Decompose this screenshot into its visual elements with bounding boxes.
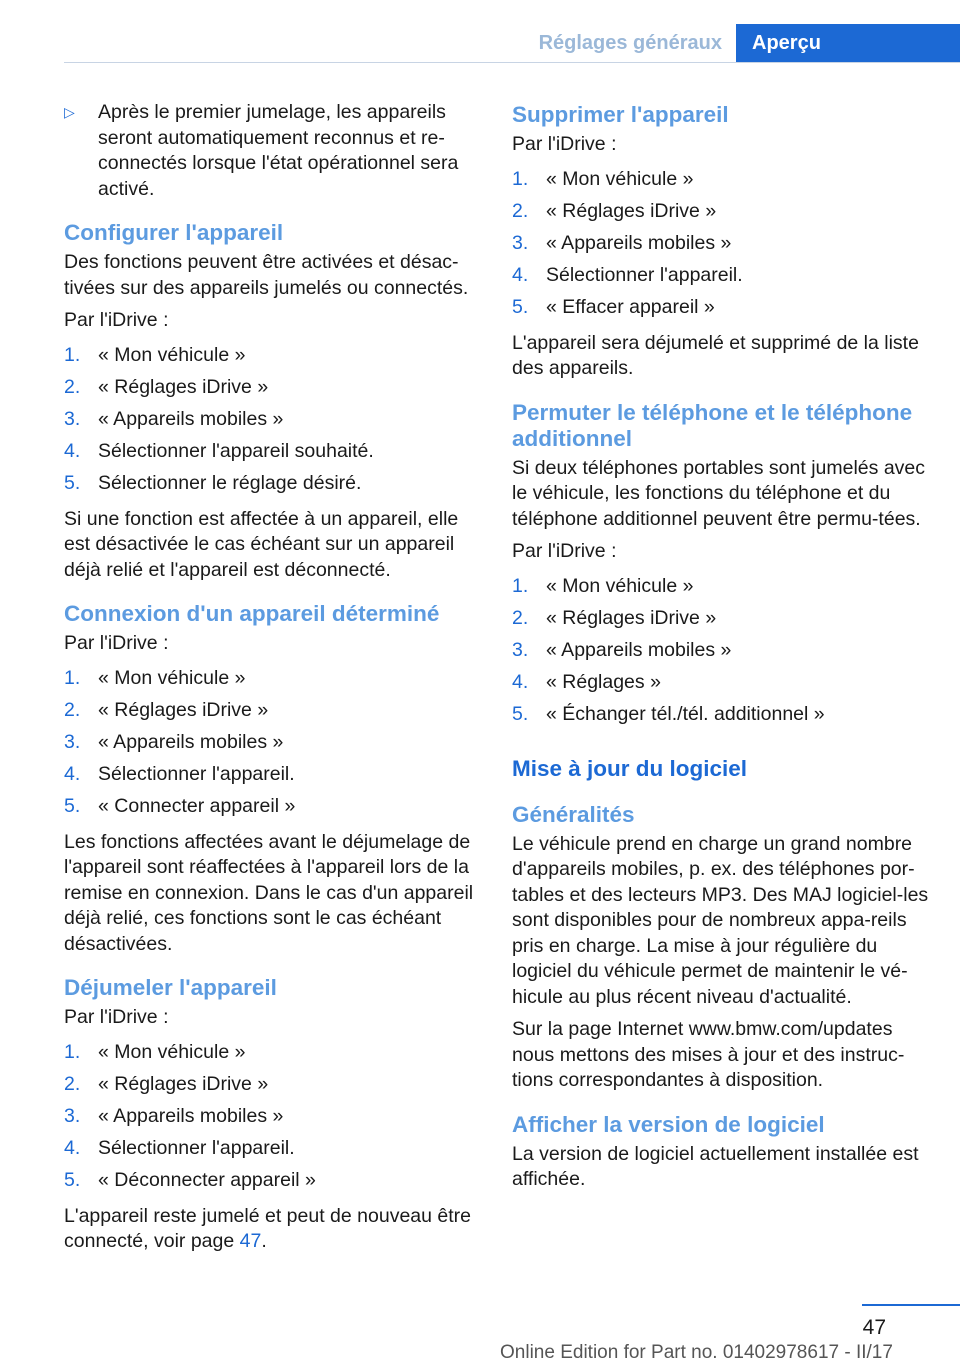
step-number: 5.	[512, 702, 529, 725]
page-number: 47	[862, 1316, 886, 1339]
footer-divider	[862, 1304, 960, 1306]
step-number: 1.	[64, 666, 81, 689]
delete-via: Par l'iDrive :	[512, 133, 617, 155]
unpair-via: Par l'iDrive :	[64, 1006, 169, 1028]
unpair-note-end: .	[261, 1230, 267, 1252]
delete-note: L'appareil sera déjumelé et supprimé de la liste des appareils.	[512, 331, 919, 379]
connect-note: Les fonctions affectées avant le déjumelage de l'appareil sont réaffectées à l'appareil lors de la remise en connexion. Dans le cas d'un appareil déjà relié, ces fonctions sont le cas échéant désactivées.	[64, 830, 474, 955]
heading-software-update: Mise à jour du logiciel	[512, 755, 748, 781]
step-number: 4.	[64, 762, 81, 785]
chapter-tab: Aperçu	[736, 24, 960, 62]
step-number: 4.	[512, 670, 529, 693]
list-item	[64, 437, 482, 469]
step-text: Sélectionner le réglage désiré.	[98, 471, 362, 494]
list-item	[64, 728, 482, 760]
step-number: 4.	[64, 439, 81, 462]
web-text: Sur la page Internet www.bmw.com/updates nous mettons des mises à jour et des instruc‐tions correspondantes à disposition.	[512, 1018, 905, 1091]
intro-bullet	[64, 100, 482, 202]
list-item	[64, 1038, 482, 1070]
step-text: « Réglages iDrive »	[98, 375, 269, 398]
heading-connect: Connexion d'un appareil déterminé	[64, 601, 440, 626]
swap-via: Par l'iDrive :	[512, 540, 617, 562]
version-text: La version de logiciel actuellement installée est affichée.	[512, 1142, 919, 1190]
unpair-note-text: L'appareil reste jumelé et peut de nouveau être connecté, voir page	[64, 1204, 471, 1252]
list-item	[64, 1070, 482, 1102]
step-number: 1.	[512, 574, 529, 597]
list-item	[512, 636, 930, 668]
step-number: 4.	[512, 263, 529, 286]
heading-version: Afficher la version de logiciel	[512, 1111, 825, 1137]
list-item	[512, 604, 930, 636]
list-item	[64, 341, 482, 373]
unpair-steps	[64, 1038, 482, 1198]
step-text: « Mon véhicule »	[546, 574, 694, 597]
delete-steps	[512, 165, 930, 325]
step-number: 2.	[512, 199, 529, 222]
step-number: 5.	[512, 295, 529, 318]
step-text: « Déconnecter appareil »	[98, 1168, 316, 1191]
intro-bullet-text: Après le premier jumelage, les appareils seront automatiquement reconnus et re‐connectés lorsque l'état opérationnel sera activé.	[98, 101, 459, 200]
step-number: 2.	[512, 606, 529, 629]
general-text: Le véhicule prend en charge un grand nombre d'appareils mobiles, p. ex. des téléphones por‐tables et des lecteurs MP3. Des MAJ logiciel‐les sont disponibles pour de nombreux appa‐reils pris en charge. La mise à jour régulière du logiciel du véhicule permet de maintenir le vé‐hicule au plus récent niveau d'actualité.	[512, 832, 929, 1008]
heading-configure: Configurer l'appareil	[64, 220, 284, 245]
page-reference-link[interactable]: 47	[239, 1230, 262, 1252]
step-number: 1.	[64, 1040, 81, 1063]
step-text: « Mon véhicule »	[98, 343, 246, 366]
step-text: « Réglages iDrive »	[546, 199, 717, 222]
list-item	[512, 165, 930, 197]
header-divider	[64, 62, 960, 63]
swap-steps	[512, 572, 930, 732]
list-item	[64, 1102, 482, 1134]
list-item	[512, 700, 930, 732]
list-item	[512, 293, 930, 325]
heading-delete: Supprimer l'appareil	[512, 102, 729, 127]
step-number: 3.	[512, 231, 529, 254]
step-text: « Mon véhicule »	[546, 167, 694, 190]
step-number: 2.	[64, 375, 81, 398]
section-title: Réglages généraux	[538, 32, 722, 54]
heading-swap: Permuter le téléphone et le téléphone additionnel	[512, 399, 913, 451]
connect-via: Par l'iDrive :	[64, 632, 169, 654]
step-text: « Réglages iDrive »	[98, 698, 269, 721]
right-column	[512, 100, 930, 1200]
step-text: « Appareils mobiles »	[546, 231, 732, 254]
step-number: 5.	[64, 1168, 81, 1191]
list-item	[64, 696, 482, 728]
step-number: 5.	[64, 471, 81, 494]
header-tabs	[539, 24, 960, 62]
list-item	[64, 760, 482, 792]
unpair-note	[64, 1204, 482, 1255]
swap-intro: Si deux téléphones portables sont jumelés avec le véhicule, les fonctions du téléphone et du téléphone additionnel peuvent être permu‐tées.	[512, 456, 926, 530]
step-text: « Appareils mobiles »	[98, 1104, 284, 1127]
list-item	[512, 668, 930, 700]
list-item	[64, 1134, 482, 1166]
step-number: 4.	[64, 1136, 81, 1159]
step-number: 3.	[64, 407, 81, 430]
step-text: « Connecter appareil »	[98, 794, 296, 817]
step-text: « Appareils mobiles »	[98, 407, 284, 430]
list-item	[512, 572, 930, 604]
step-text: « Appareils mobiles »	[546, 638, 732, 661]
edition-footer: Online Edition for Part no. 01402978617 - II/17	[500, 1342, 893, 1363]
step-number: 2.	[64, 698, 81, 721]
list-item	[64, 373, 482, 405]
step-number: 3.	[64, 1104, 81, 1127]
step-text: « Réglages iDrive »	[546, 606, 717, 629]
step-text: « Effacer appareil »	[546, 295, 715, 318]
configure-via: Par l'iDrive :	[64, 309, 169, 331]
list-item	[64, 469, 482, 501]
configure-steps	[64, 341, 482, 501]
left-column	[64, 100, 482, 1262]
list-item	[64, 792, 482, 824]
step-text: Sélectionner l'appareil souhaité.	[98, 439, 374, 462]
step-number: 3.	[64, 730, 81, 753]
list-item	[512, 197, 930, 229]
step-text: « Appareils mobiles »	[98, 730, 284, 753]
step-text: « Mon véhicule »	[98, 1040, 246, 1063]
triangle-bullet-icon: ▷	[64, 104, 75, 120]
step-number: 1.	[512, 167, 529, 190]
step-number: 2.	[64, 1072, 81, 1095]
step-text: Sélectionner l'appareil.	[98, 762, 295, 785]
step-text: « Mon véhicule »	[98, 666, 246, 689]
step-number: 1.	[64, 343, 81, 366]
heading-unpair: Déjumeler l'appareil	[64, 975, 277, 1000]
list-item	[512, 229, 930, 261]
connect-steps	[64, 664, 482, 824]
step-text: « Réglages iDrive »	[98, 1072, 269, 1095]
step-number: 3.	[512, 638, 529, 661]
configure-intro: Des fonctions peuvent être activées et désac‐tivées sur des appareils jumelés ou connectés.	[64, 251, 469, 299]
list-item	[512, 261, 930, 293]
step-text: « Échanger tél./tél. additionnel »	[546, 702, 825, 725]
list-item	[64, 664, 482, 696]
step-text: Sélectionner l'appareil.	[546, 263, 743, 286]
step-number: 5.	[64, 794, 81, 817]
step-text: Sélectionner l'appareil.	[98, 1136, 295, 1159]
list-item	[64, 405, 482, 437]
step-text: « Réglages »	[546, 670, 661, 693]
list-item	[64, 1166, 482, 1198]
heading-general: Généralités	[512, 801, 635, 827]
configure-note: Si une fonction est affectée à un appareil, elle est désactivée le cas échéant sur un appareil déjà relié et l'appareil est déconnecté.	[64, 507, 459, 581]
